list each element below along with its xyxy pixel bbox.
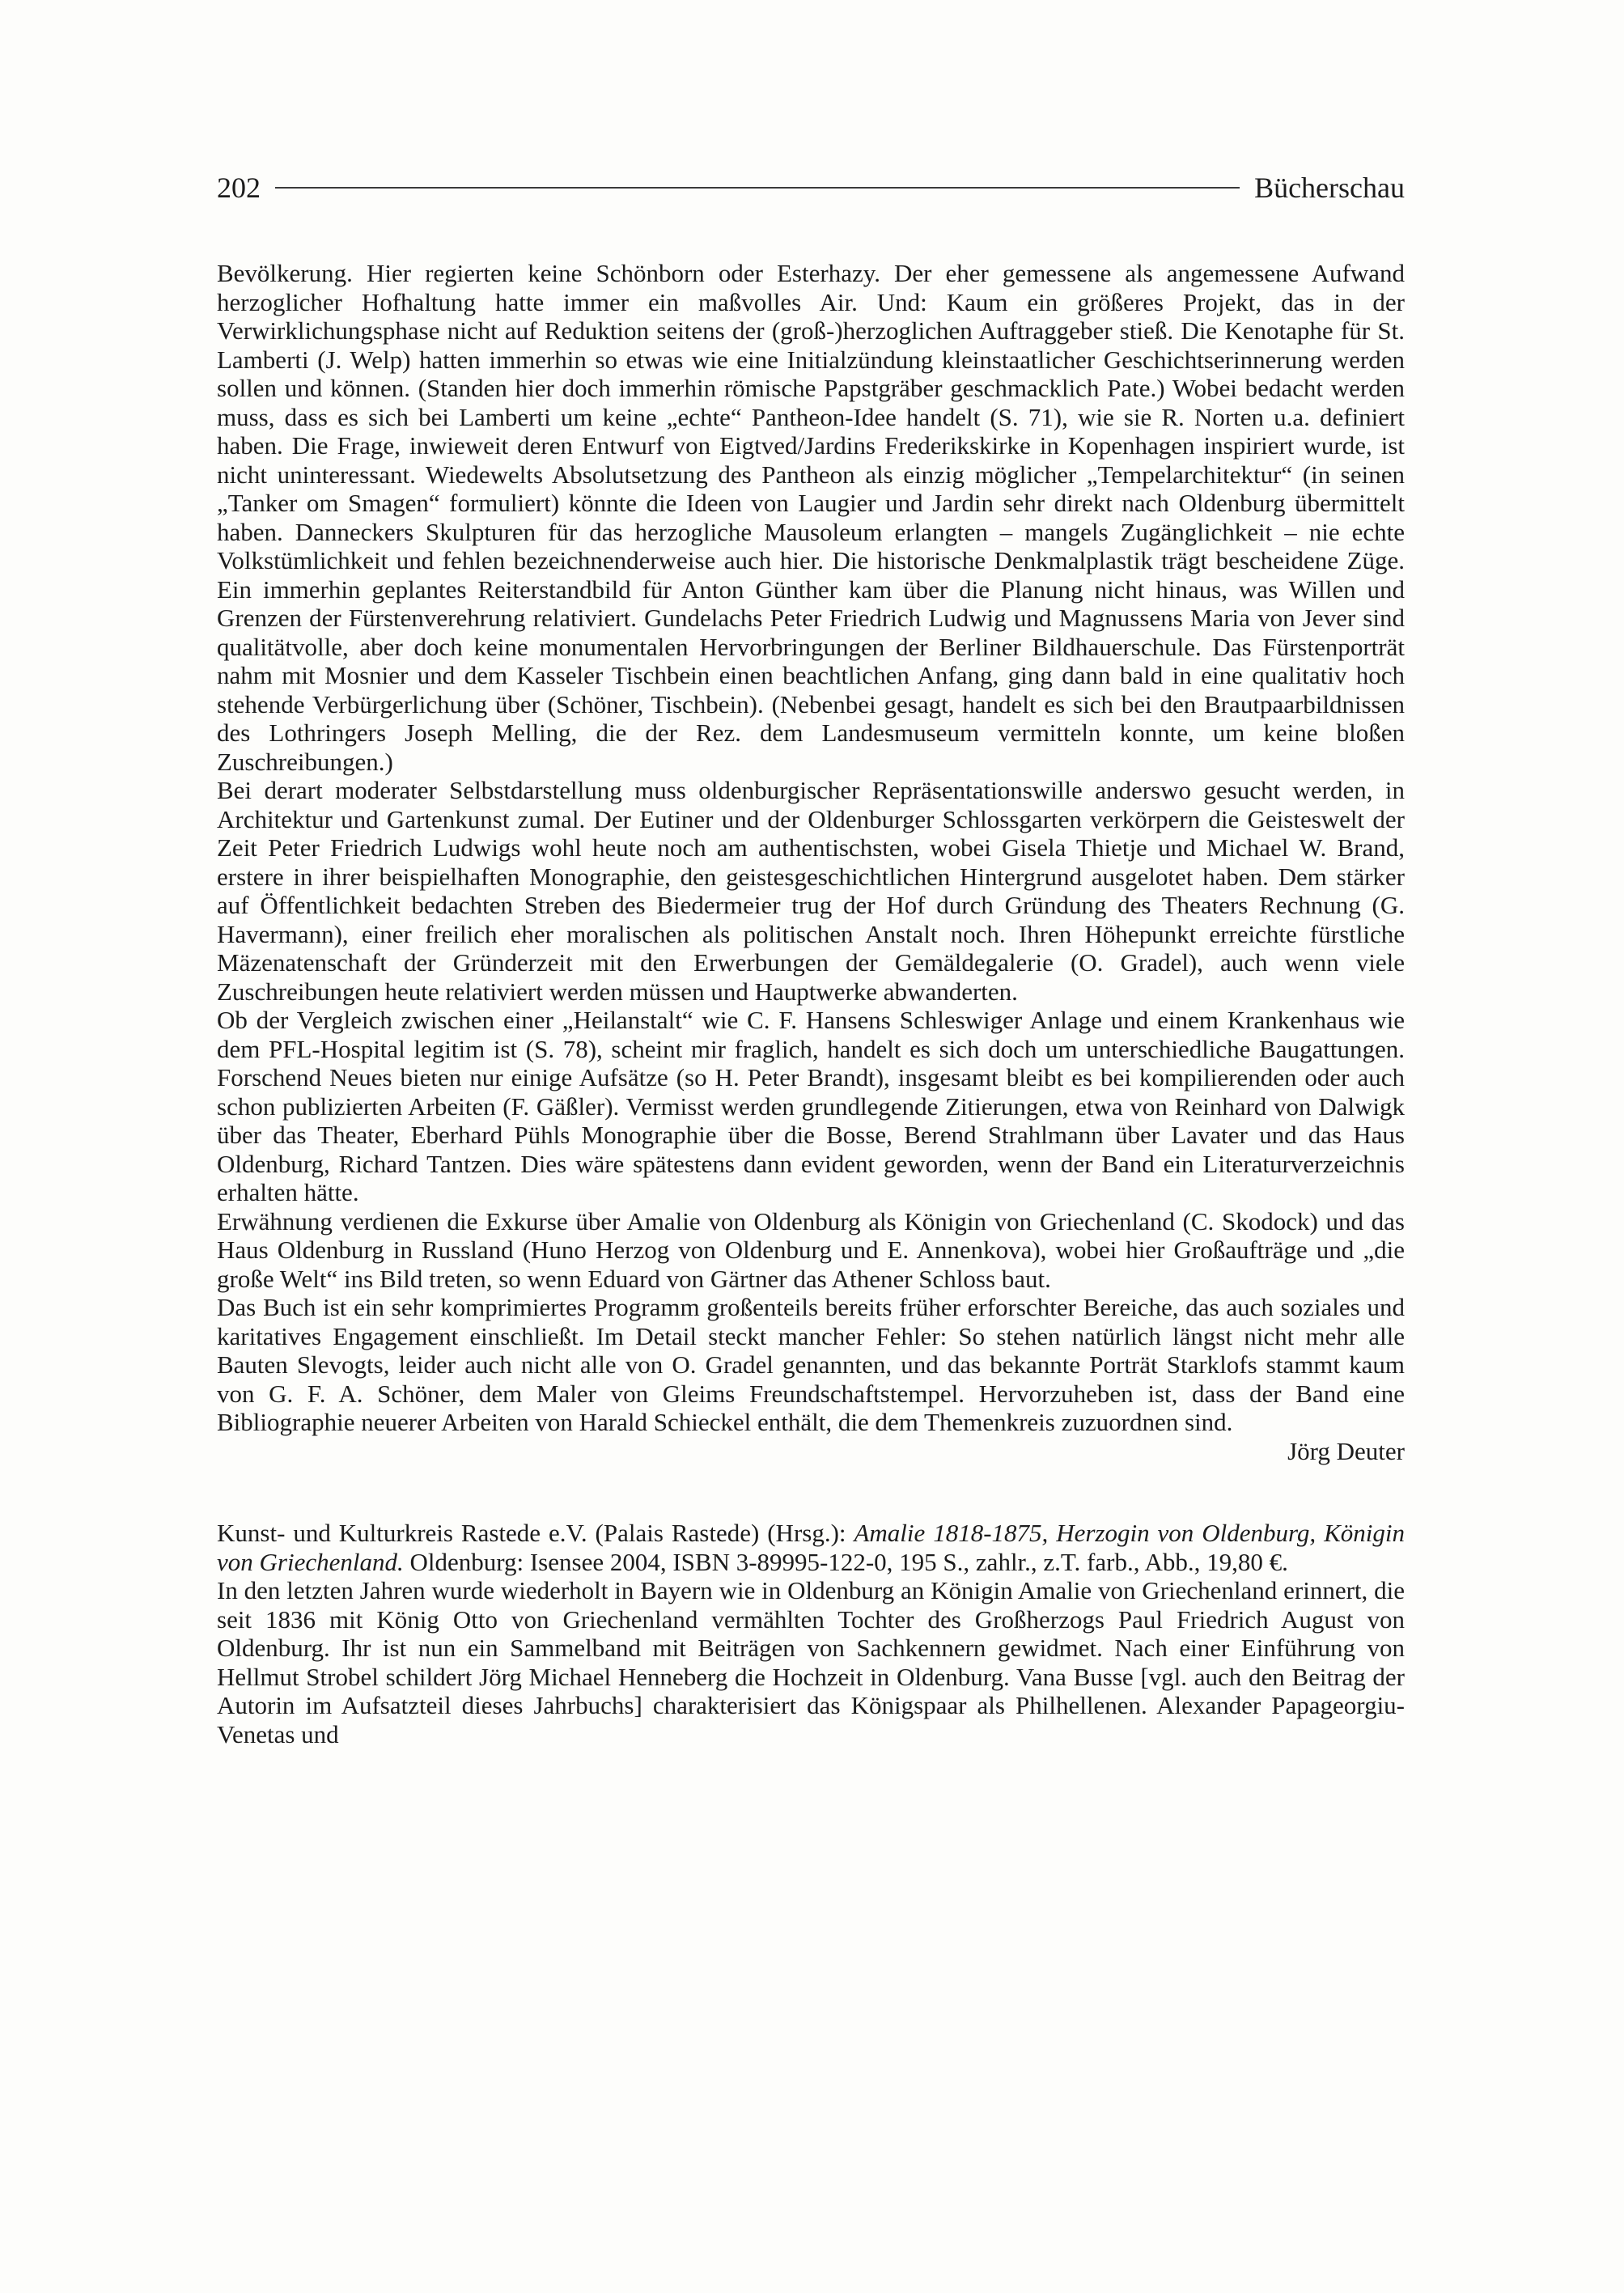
page-number: 202 xyxy=(217,172,261,204)
review1-paragraph-4: Erwähnung verdienen die Exkurse über Amalie von Oldenburg als Königin von Griechenland (C. Skodock) und das Haus Oldenburg in Russland (Huno Herzog von Oldenburg und E. Annenkova), wobei hier Großaufträge und „die große Welt“ ins Bild treten, so wenn Eduard von Gärtner das Athener Schloss baut. xyxy=(217,1206,1405,1293)
review2-paragraph-1: In den letzten Jahren wurde wiederholt in Bayern wie in Oldenburg an Königin Amalie von Griechenland erinnert, die seit 1836 mit König Otto von Griechenland vermählten Tochter des Großherzogs Paul Friedrich August von Oldenburg. Ihr ist nun ein Sammelband mit Beiträgen von Sachkennern gewidmet. Nach einer Einführung von Hellmut Strobel schildert Jörg Michael Henneberg die Hochzeit in Oldenburg. Vana Busse [vgl. auch den Beitrag der Autorin im Aufsatzteil dieses Jahrbuchs] charakterisiert das Königspaar als Philhellenen. Alexander Papageorgiu-Venetas und xyxy=(217,1576,1405,1748)
section-title: Bücherschau xyxy=(1254,172,1405,204)
review1-paragraph-2: Bei derart moderater Selbstdarstellung muss oldenburgischer Repräsentationswille anderswo gesucht werden, in Architektur und Gartenkunst zumal. Der Eutiner und der Oldenburger Schlossgarten verkörpern die Geisteswelt der Zeit Peter Friedrich Ludwigs wohl heute noch am authentischsten, wobei Gisela Thietje und Michael W. Brand, erstere in ihrer beispielhaften Monographie, den geistesgeschichtlichen Hintergrund ausgelotet haben. Dem stärker auf Öffentlichkeit bedachten Streben des Biedermeier trug der Hof durch Gründung des Theaters Rechnung (G. Havermann), einer freilich eher moralischen als politischen Anstalt noch. Ihren Höhepunkt erreichte fürstliche Mäzenatenschaft der Gründerzeit mit den Erwerbungen der Gemäldegalerie (O. Gradel), auch wenn viele Zuschreibungen heute relativiert werden müssen und Hauptwerke abwanderten. xyxy=(217,776,1405,1006)
review1-paragraph-1: Bevölkerung. Hier regierten keine Schönborn oder Esterhazy. Der eher gemessene als angemessene Aufwand herzoglicher Hofhaltung hatte immer ein maßvolles Air. Und: Kaum ein größeres Projekt, das in der Verwirklichungsphase nicht auf Reduktion seitens der (groß-)herzoglichen Auftraggeber stieß. Die Kenotaphe für St. Lamberti (J. Welp) hatten immerhin so etwas wie eine Initialzündung kleinstaatlicher Geschichtserinnerung werden sollen und können. (Standen hier doch immerhin römische Papstgräber geschmacklich Pate.) Wobei bedacht werden muss, dass es sich bei Lamberti um keine „echte“ Pantheon-Idee handelt (S. 71), wie sie R. Norten u.a. definiert haben. Die Frage, inwieweit deren Entwurf von Eigtved/Jardins Frederikskirke in Kopenhagen inspiriert wurde, ist nicht uninteressant. Wiedewelts Absolutsetzung des Pantheon als einzig möglicher „Tempelarchitektur“ (in seinen „Tanker om Smagen“ formuliert) könnte die Ideen von Laugier und Jardin sehr direkt nach Oldenburg übermittelt haben. Danneckers Skulpturen für das herzogliche Mausoleum erlangten – mangels Zugänglichkeit – nie echte Volkstümlichkeit und fehlen bezeichnenderweise auch hier. Die historische Denkmalplastik trägt bescheidene Züge. Ein immerhin geplantes Reiterstandbild für Anton Günther kam über die Planung nicht hinaus, was Willen und Grenzen der Fürstenverehrung relativiert. Gundelachs Peter Friedrich Ludwig und Magnussens Maria von Jever sind qualitätvolle, aber doch keine monumentalen Hervorbringungen der Berliner Bildhauerschule. Das Fürstenporträt nahm mit Mosnier und dem Kasseler Tischbein einen beachtlichen Anfang, ging dann bald in eine qualitativ hoch stehende Verbürgerlichung über (Schöner, Tischbein). (Nebenbei gesagt, handelt es sich bei den Brautpaarbildnissen des Lothringers Joseph Melling, die der Rez. dem Landesmuseum vermitteln konnte, um keine bloßen Zuschreibungen.) xyxy=(217,259,1405,776)
review2-heading-suffix: Oldenburg: Isensee 2004, ISBN 3-89995-122-0, 195 S., zahlr., z.T. farb., Abb., 19,80 €. xyxy=(403,1547,1288,1576)
review2-bibliographic-heading xyxy=(217,1519,1405,1576)
review2-heading-prefix: Kunst- und Kulturkreis Rastede e.V. (Palais Rastede) (Hrsg.): xyxy=(217,1519,854,1547)
body-text xyxy=(217,259,1405,1748)
reviewer-signature: Jörg Deuter xyxy=(1287,1436,1405,1465)
header-rule xyxy=(275,187,1240,189)
review1-paragraph-3: Ob der Vergleich zwischen einer „Heilanstalt“ wie C. F. Hansens Schleswiger Anlage und einem Krankenhaus wie dem PFL-Hospital legitim ist (S. 78), scheint mir fraglich, handelt es sich doch um unterschiedliche Baugattungen. Forschend Neues bieten nur einige Aufsätze (so H. Peter Brandt), insgesamt bleibt es bei kompilierenden oder auch schon publizierten Arbeiten (F. Gäßler). Vermisst werden grundlegende Zitierungen, etwa von Reinhard von Dalwigk über das Theater, Eberhard Pühls Monographie über die Bosse, Berend Strahlmann über Lavater und das Haus Oldenburg, Richard Tantzen. Dies wäre spätestens dann evident geworden, wenn der Band ein Literaturverzeichnis erhalten hätte. xyxy=(217,1006,1405,1206)
review2-book-title: Amalie 1818-1875, Herzogin von Oldenburg, Königin von Griechenland. xyxy=(217,1519,1405,1576)
running-head xyxy=(217,165,1405,210)
review-separator-space xyxy=(217,1465,1405,1519)
review1-paragraph-5: Das Buch ist ein sehr komprimiertes Programm großenteils bereits früher erforschter Bereiche, das auch soziales und karitatives Engagement einschließt. Im Detail steckt mancher Fehler: So stehen natürlich längst nicht mehr alle Bauten Slevogts, leider auch nicht alle von O. Gradel genannten, und das bekannte Porträt Starklofs stammt kaum von G. F. A. Schöner, dem Maler von Gleims Freundschaftstempel. Hervorzuheben ist, dass der Band eine Bibliographie neuerer Arbeiten von Harald Schieckel enthält, die dem Themenkreis zuzuordnen sind. xyxy=(217,1293,1405,1436)
